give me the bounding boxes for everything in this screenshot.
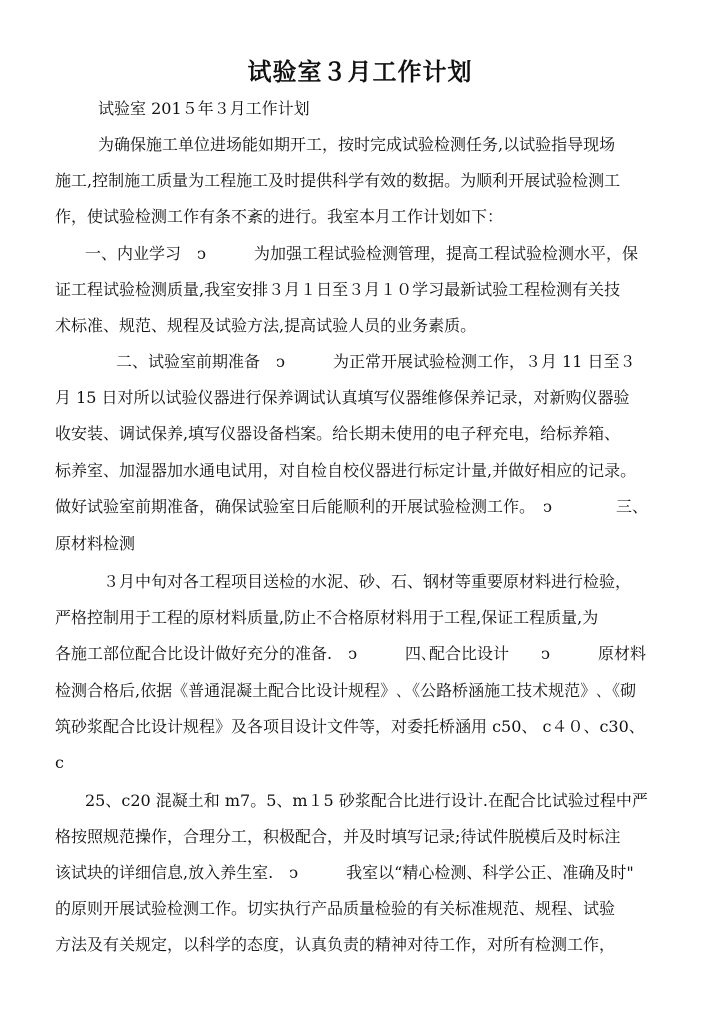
text-line: 严格控制用于工程的原材料质量,防止不合格原材料用于工程,保证工程质量,为 <box>55 608 599 627</box>
text-line: ３月中旬对各工程项目送检的水泥、砂、石、钢材等重要原材料进行检验， <box>103 572 632 591</box>
text-line: c <box>55 753 64 772</box>
text-line: 术标准、规范、规程及试验方法,提高试验人员的业务素质。 <box>55 316 477 335</box>
text-line: 格按照规范操作，合理分工，积极配合，并及时填写记录;待试件脱模后及时标注 <box>55 827 621 846</box>
text-line: 原材料检测 <box>55 534 136 553</box>
page-title: 试验室３月工作计划 <box>247 58 473 86</box>
text-line: 二、试验室前期准备 ↄ 为正常开展试验检测工作，３月 11 日至３ <box>116 352 636 371</box>
text-line: 检测合格后,依据《普通混凝土配合比设计规程》､《公路桥涵施工技术规范》､《砌 <box>55 681 637 700</box>
text-line: 该试块的详细信息,放入养生室. ↄ 我室以“精心检测、科学公正、准确及时" <box>55 863 634 882</box>
text-line: 方法及有关规定，以科学的态度，认真负责的精神对待工作，对所有检测工作， <box>55 935 616 954</box>
text-line: 试验室 201５年３月工作计划 <box>98 99 310 118</box>
text-line: 作，使试验检测工作有条不紊的进行。我室本月工作计划如下： <box>55 207 504 226</box>
text-line: 施工,控制施工质量为工程施工及时提供科学有效的数据。为顺利开展试验检测工 <box>55 171 621 190</box>
text-line: 的原则开展试验检测工作。切实执行产品质量检验的有关标准规范、规程、试验 <box>55 899 616 918</box>
text-line: 证工程试验检测质量,我室安排３月１日至３月１０学习最新试验工程检测有关技 <box>55 280 621 299</box>
text-line: 月 15 日对所以试验仪器进行保养调试认真填写仪器维修保养记录，对新购仪器验 <box>55 388 630 407</box>
text-line: 25、c20 混凝土和 m7。5、m１5 砂浆配合比进行设计.在配合比试验过程中严 <box>85 791 648 810</box>
text-line: 为确保施工单位进场能如期开工，按时完成试验检测任务,以试验指导现场 <box>98 135 616 154</box>
text-line: 做好试验室前期准备，确保试验室日后能顺利的开展试验检测工作。 ↄ 三、 <box>55 497 648 516</box>
text-line: 收安装、调试保养,填写仪器设备档案。给长期未使用的电子秤充电，给标养箱、 <box>55 424 621 443</box>
text-line: 一、内业学习 ↄ 为加强工程试验检测管理，提高工程试验检测水平，保 <box>85 244 638 263</box>
text-line: 标养室、加湿器加水通电试用，对自检自校仪器进行标定计量,并做好相应的记录。 <box>55 461 637 480</box>
text-line: 各施工部位配合比设计做好充分的准备. ↄ 四､配合比设计 ↄ 原材料 <box>55 644 647 663</box>
text-line: 筑砂浆配合比设计规程》及各项目设计文件等，对委托桥涵用 c50、 c４０、c30、 <box>55 717 645 736</box>
